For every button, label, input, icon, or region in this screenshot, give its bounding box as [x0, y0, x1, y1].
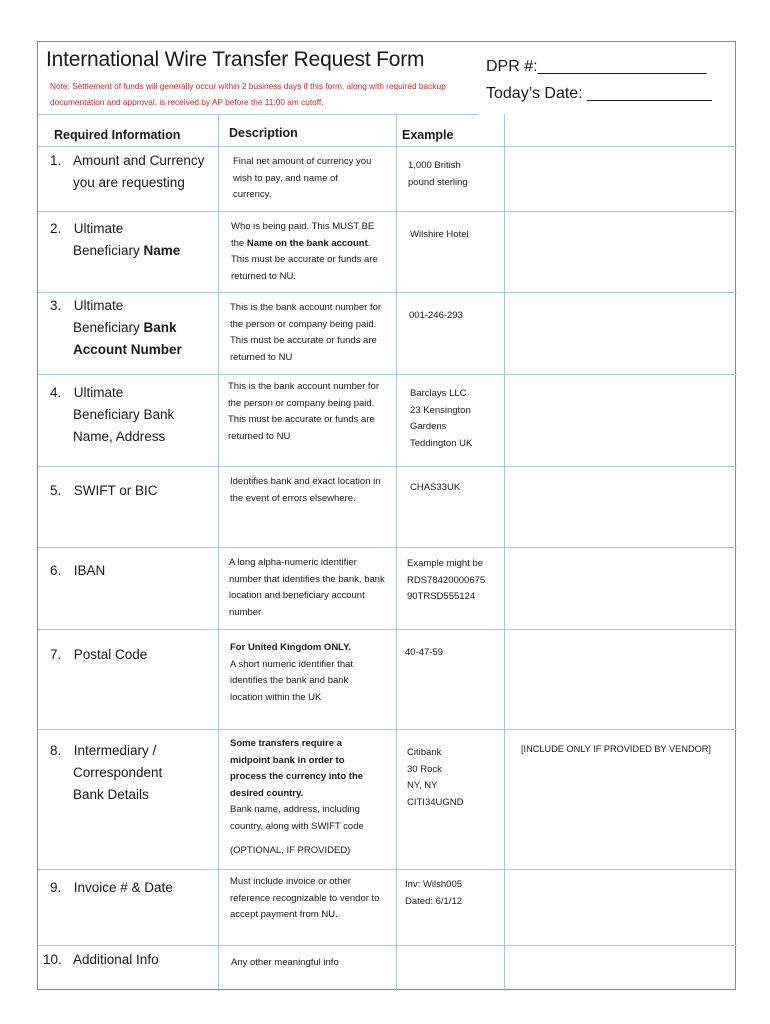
dpr-number-field[interactable]: DPR #:___________________ [486, 58, 707, 75]
header-divider [38, 114, 478, 115]
row-divider-4 [38, 466, 737, 467]
row-label-line: SWIFT or BIC [73, 483, 158, 498]
row-divider-3 [38, 374, 737, 375]
row-4-example[interactable] [410, 386, 505, 452]
todays-date-field[interactable]: Today’s Date: ______________ [486, 85, 712, 102]
row-label-bold: Account Number [73, 342, 182, 357]
row-label-line: Ultimate [73, 385, 124, 400]
example-line: NY, NY [407, 780, 438, 791]
example-line: RDS78420000675 [407, 574, 486, 586]
col-divider-1 [218, 114, 219, 991]
row-8-vendor-note: [INCLUDE ONLY IF PROVIDED BY VENDOR] [521, 744, 711, 754]
row-3-description: This is the bank account number for the person or company being paid. This must be accurate or funds are returned to NU [230, 302, 382, 363]
row-divider-6 [38, 629, 737, 630]
row-10-description: Any other meaningful info [231, 957, 339, 968]
example-line: 23 Kensington [410, 404, 471, 416]
row-7-description [230, 640, 380, 706]
row-label-line: Ultimate [73, 298, 124, 313]
col-divider-3 [504, 114, 505, 991]
example-line: Barclays LLC [410, 388, 467, 399]
row-9-example[interactable] [405, 877, 500, 910]
row-number: 8. [50, 743, 62, 758]
row-label-line: Amount and Currency [73, 153, 205, 168]
row-7-example[interactable]: 40-47-59 [405, 647, 444, 658]
example-line: Dated: 6/1/12 [405, 895, 463, 907]
desc-bold: Name on the bank account [246, 237, 368, 249]
row-5-label [50, 480, 158, 502]
row-8-description [230, 736, 380, 860]
row-number: 4. [50, 385, 62, 400]
form-header [38, 42, 735, 114]
col-divider-2 [396, 114, 397, 991]
row-label-line: IBAN [73, 563, 106, 578]
row-6-label [50, 560, 105, 582]
row-1-description: Final net amount of currency you wish to pay, and name of currency. [233, 156, 372, 200]
example-line: Teddington UK [410, 437, 473, 449]
row-4-label [50, 382, 174, 448]
row-label-text: Beneficiary [73, 243, 144, 258]
row-label-line: Beneficiary Bank [73, 407, 175, 422]
row-5-description: Identifies bank and exact location in the event of errors elsewhere. [230, 476, 381, 504]
row-label-line: you are requesting [73, 175, 185, 190]
wire-transfer-form [37, 41, 736, 990]
row-5-example[interactable]: CHAS33UK [410, 482, 461, 493]
row-divider-8 [38, 869, 737, 870]
example-line: Example might be [407, 558, 484, 569]
example-line: 30 Rock [407, 763, 442, 775]
settlement-note: Note: Settlement of funds will generally occur within 2 business days if this form, along with required backup documentation and approval, is received by AP before the 11:00 am cutoff. [50, 81, 446, 107]
row-8-example[interactable] [407, 745, 502, 811]
row-8-label [50, 740, 162, 806]
example-line: CITI34UGND [407, 796, 464, 808]
example-line: 90TRSD555124 [407, 591, 476, 602]
desc-bold: For United Kingdom ONLY. [230, 642, 352, 653]
row-2-example[interactable]: Wilshire Hotel [410, 229, 469, 240]
row-number: 2. [50, 221, 62, 236]
row-label-bold: Bank [143, 320, 177, 335]
row-2-description [231, 219, 379, 285]
example-line: Gardens [410, 421, 447, 432]
row-number: 1. [50, 153, 62, 168]
row-label-line: Additional Info [73, 952, 159, 967]
example-line: Citibank [407, 747, 442, 758]
row-9-description: Must include invoice or other reference recognizable to vendor to accept payment from NU. [230, 876, 380, 920]
row-label-line: Correspondent [73, 765, 163, 780]
row-divider-5 [38, 547, 737, 548]
example-line: Inv: Wilsh005 [405, 879, 463, 890]
desc-text: Who is being paid. This MUST BE the [231, 221, 375, 249]
row-divider-2 [38, 292, 737, 293]
row-7-label [50, 644, 147, 666]
row-label-line: Postal Code [73, 647, 148, 662]
row-number: 3. [50, 298, 62, 313]
row-label-line: Invoice # & Date [73, 880, 173, 895]
row-label-line: Intermediary / [73, 743, 157, 758]
row-divider-1 [38, 211, 737, 212]
column-example: Example [402, 128, 454, 142]
row-3-example[interactable]: 001-246-293 [409, 310, 463, 321]
row-1-label [50, 150, 204, 194]
row-6-description: A long alpha-numeric identifier number that identifies the bank, bank location and beneficiary account number [229, 557, 385, 618]
row-number: 7. [50, 647, 62, 662]
row-divider-9 [38, 945, 737, 946]
form-title: International Wire Transfer Request Form [46, 48, 425, 71]
desc-text: A short numeric identifier that identifies the bank and bank location within the UK [230, 658, 354, 703]
row-label-bold: Name [143, 243, 181, 258]
row-label-text: Beneficiary [73, 320, 144, 335]
row-number: 10. [43, 952, 62, 967]
row-6-example[interactable] [407, 556, 502, 606]
row-number: 5. [50, 483, 62, 498]
row-9-label [50, 877, 173, 899]
row-4-description: This is the bank account number for the person or company being paid. This must be accurate or funds are returned to NU [228, 381, 380, 442]
row-label-line: Bank Details [73, 787, 149, 802]
row-number: 6. [50, 563, 62, 578]
desc-bold: Some transfers require a midpoint bank in order to process the currency into the desired country. [230, 738, 364, 799]
row-label-line: Ultimate [73, 221, 124, 236]
column-required-info: Required Information [54, 128, 181, 142]
row-number: 9. [50, 880, 62, 895]
row-10-label [43, 949, 159, 971]
row-3-label [50, 295, 182, 361]
desc-text: Bank name, address, including country, along with SWIFT code [230, 804, 364, 832]
row-label-line [50, 240, 180, 262]
row-2-label [50, 218, 180, 262]
desc-text: . This must be accurate or funds are returned to NU. [231, 237, 378, 282]
desc-optional: (OPTIONAL, IF PROVIDED) [230, 845, 351, 856]
row-divider-7 [38, 729, 737, 730]
row-label-line [50, 317, 182, 339]
column-description: Description [229, 126, 298, 140]
row-1-example[interactable]: 1,000 British pound sterling [408, 160, 468, 188]
row-label-line: Name, Address [73, 429, 166, 444]
column-header-divider [38, 146, 737, 147]
